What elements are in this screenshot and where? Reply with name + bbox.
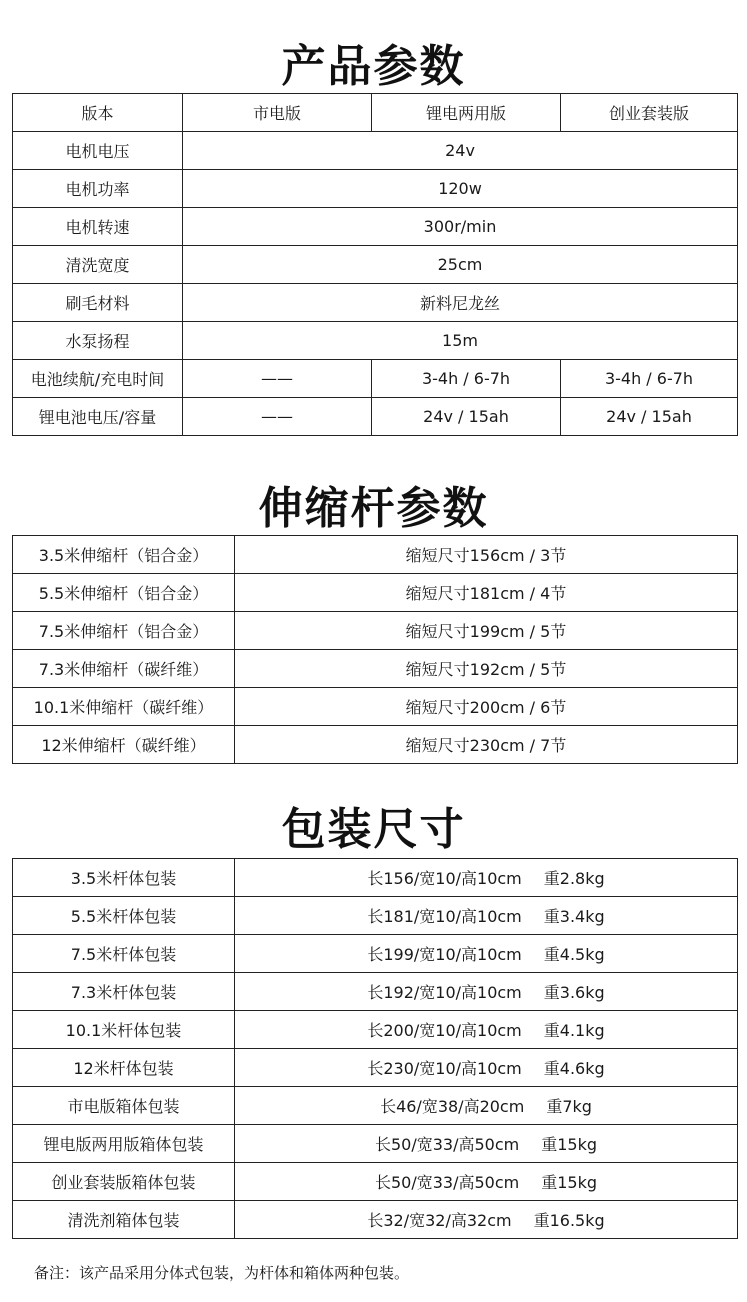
row-value: 24v (183, 132, 738, 170)
table-row (13, 935, 738, 973)
row-label: 7.5米伸缩杆（铝合金） (13, 612, 235, 650)
row-value (235, 935, 738, 973)
package-weight: 重16.5kg (533, 1211, 605, 1230)
package-weight: 重3.6kg (543, 983, 605, 1002)
row-label: 12米伸缩杆（碳纤维） (13, 726, 235, 764)
table-row (13, 1011, 738, 1049)
package-weight: 重4.6kg (543, 1059, 605, 1078)
header-cell: 版本 (13, 94, 183, 132)
row-label: 电机功率 (13, 170, 183, 208)
row-label: 7.3米杆体包装 (13, 973, 235, 1011)
table-row (13, 1049, 738, 1087)
row-value: 3-4h / 6-7h (561, 360, 738, 398)
package-weight: 重4.1kg (543, 1021, 605, 1040)
row-value: —— (183, 360, 372, 398)
row-value (235, 1011, 738, 1049)
package-dims: 长50/宽33/高50cm (374, 1135, 520, 1154)
row-value: 缩短尺寸230cm / 7节 (235, 726, 738, 764)
table-row (13, 650, 738, 688)
row-label: 3.5米伸缩杆（铝合金） (13, 536, 235, 574)
package-weight: 重3.4kg (543, 907, 605, 926)
row-value: 3-4h / 6-7h (372, 360, 561, 398)
package-dims: 长192/宽10/高10cm (367, 983, 522, 1002)
row-value: 缩短尺寸199cm / 5节 (235, 612, 738, 650)
row-value (235, 1125, 738, 1163)
row-label: 10.1米杆体包装 (13, 1011, 235, 1049)
package-size-title: 包装尺寸 (281, 804, 466, 855)
table-row (13, 208, 738, 246)
row-label: 锂电版两用版箱体包装 (13, 1125, 235, 1163)
table-row (13, 246, 738, 284)
row-value (235, 1201, 738, 1239)
row-value: 300r/min (183, 208, 738, 246)
table-row (13, 574, 738, 612)
package-dims: 长230/宽10/高10cm (367, 1059, 522, 1078)
row-value: 缩短尺寸156cm / 3节 (235, 536, 738, 574)
row-value: 缩短尺寸181cm / 4节 (235, 574, 738, 612)
table-row (13, 132, 738, 170)
package-size-table (12, 858, 738, 1239)
header-cell: 创业套装版 (561, 94, 738, 132)
package-weight: 重2.8kg (543, 869, 605, 888)
row-label: 5.5米伸缩杆（铝合金） (13, 574, 235, 612)
row-value: 25cm (183, 246, 738, 284)
table-row (13, 170, 738, 208)
header-cell: 市电版 (183, 94, 372, 132)
table-row (13, 1125, 738, 1163)
package-dims: 长32/宽32/高32cm (367, 1211, 512, 1230)
package-dims: 长46/宽38/高20cm (380, 1097, 525, 1116)
row-value: —— (183, 398, 372, 436)
row-value (235, 1087, 738, 1125)
package-dims: 长156/宽10/高10cm (367, 869, 522, 888)
package-weight: 重4.5kg (543, 945, 605, 964)
row-value (235, 897, 738, 935)
table-row (13, 973, 738, 1011)
row-label: 市电版箱体包装 (13, 1087, 235, 1125)
row-label: 电机转速 (13, 208, 183, 246)
row-value: 24v / 15ah (372, 398, 561, 436)
pole-params-title: 伸缩杆参数 (258, 483, 489, 534)
row-label: 10.1米伸缩杆（碳纤维） (13, 688, 235, 726)
table-row (13, 1087, 738, 1125)
table-row (13, 688, 738, 726)
table-row (13, 859, 738, 897)
row-label: 12米杆体包装 (13, 1049, 235, 1087)
table-row (13, 897, 738, 935)
pole-params-table (12, 535, 738, 764)
table-row (13, 360, 738, 398)
table-row (13, 1163, 738, 1201)
package-weight: 重15kg (541, 1135, 598, 1154)
row-value (235, 973, 738, 1011)
row-label: 锂电池电压/容量 (13, 398, 183, 436)
row-value: 缩短尺寸200cm / 6节 (235, 688, 738, 726)
row-value (235, 859, 738, 897)
row-label: 清洗宽度 (13, 246, 183, 284)
table-row (13, 398, 738, 436)
table-row (13, 322, 738, 360)
package-dims: 长181/宽10/高10cm (367, 907, 522, 926)
row-value: 24v / 15ah (561, 398, 738, 436)
row-label: 5.5米杆体包装 (13, 897, 235, 935)
row-value: 120w (183, 170, 738, 208)
row-value (235, 1163, 738, 1201)
row-value: 缩短尺寸192cm / 5节 (235, 650, 738, 688)
packaging-note: 备注：该产品采用分体式包装，为杆体和箱体两种包装。 (34, 1264, 410, 1282)
row-label: 电机电压 (13, 132, 183, 170)
package-dims: 长199/宽10/高10cm (367, 945, 522, 964)
row-label: 电池续航/充电时间 (13, 360, 183, 398)
row-label: 刷毛材料 (13, 284, 183, 322)
table-row (13, 284, 738, 322)
row-label: 7.5米杆体包装 (13, 935, 235, 973)
package-dims: 长200/宽10/高10cm (367, 1021, 522, 1040)
row-value (235, 1049, 738, 1087)
header-cell: 锂电两用版 (372, 94, 561, 132)
product-params-title: 产品参数 (281, 41, 466, 92)
table-row (13, 612, 738, 650)
package-weight: 重7kg (546, 1097, 592, 1116)
row-label: 7.3米伸缩杆（碳纤维） (13, 650, 235, 688)
row-label: 水泵扬程 (13, 322, 183, 360)
table-row (13, 536, 738, 574)
table-row (13, 726, 738, 764)
row-label: 创业套装版箱体包装 (13, 1163, 235, 1201)
row-label: 清洗剂箱体包装 (13, 1201, 235, 1239)
row-value: 15m (183, 322, 738, 360)
table-row (13, 1201, 738, 1239)
package-dims: 长50/宽33/高50cm (374, 1173, 520, 1192)
row-label: 3.5米杆体包装 (13, 859, 235, 897)
product-params-table (12, 93, 738, 436)
package-weight: 重15kg (541, 1173, 598, 1192)
row-value: 新料尼龙丝 (183, 284, 738, 322)
table-header-row (13, 94, 738, 132)
